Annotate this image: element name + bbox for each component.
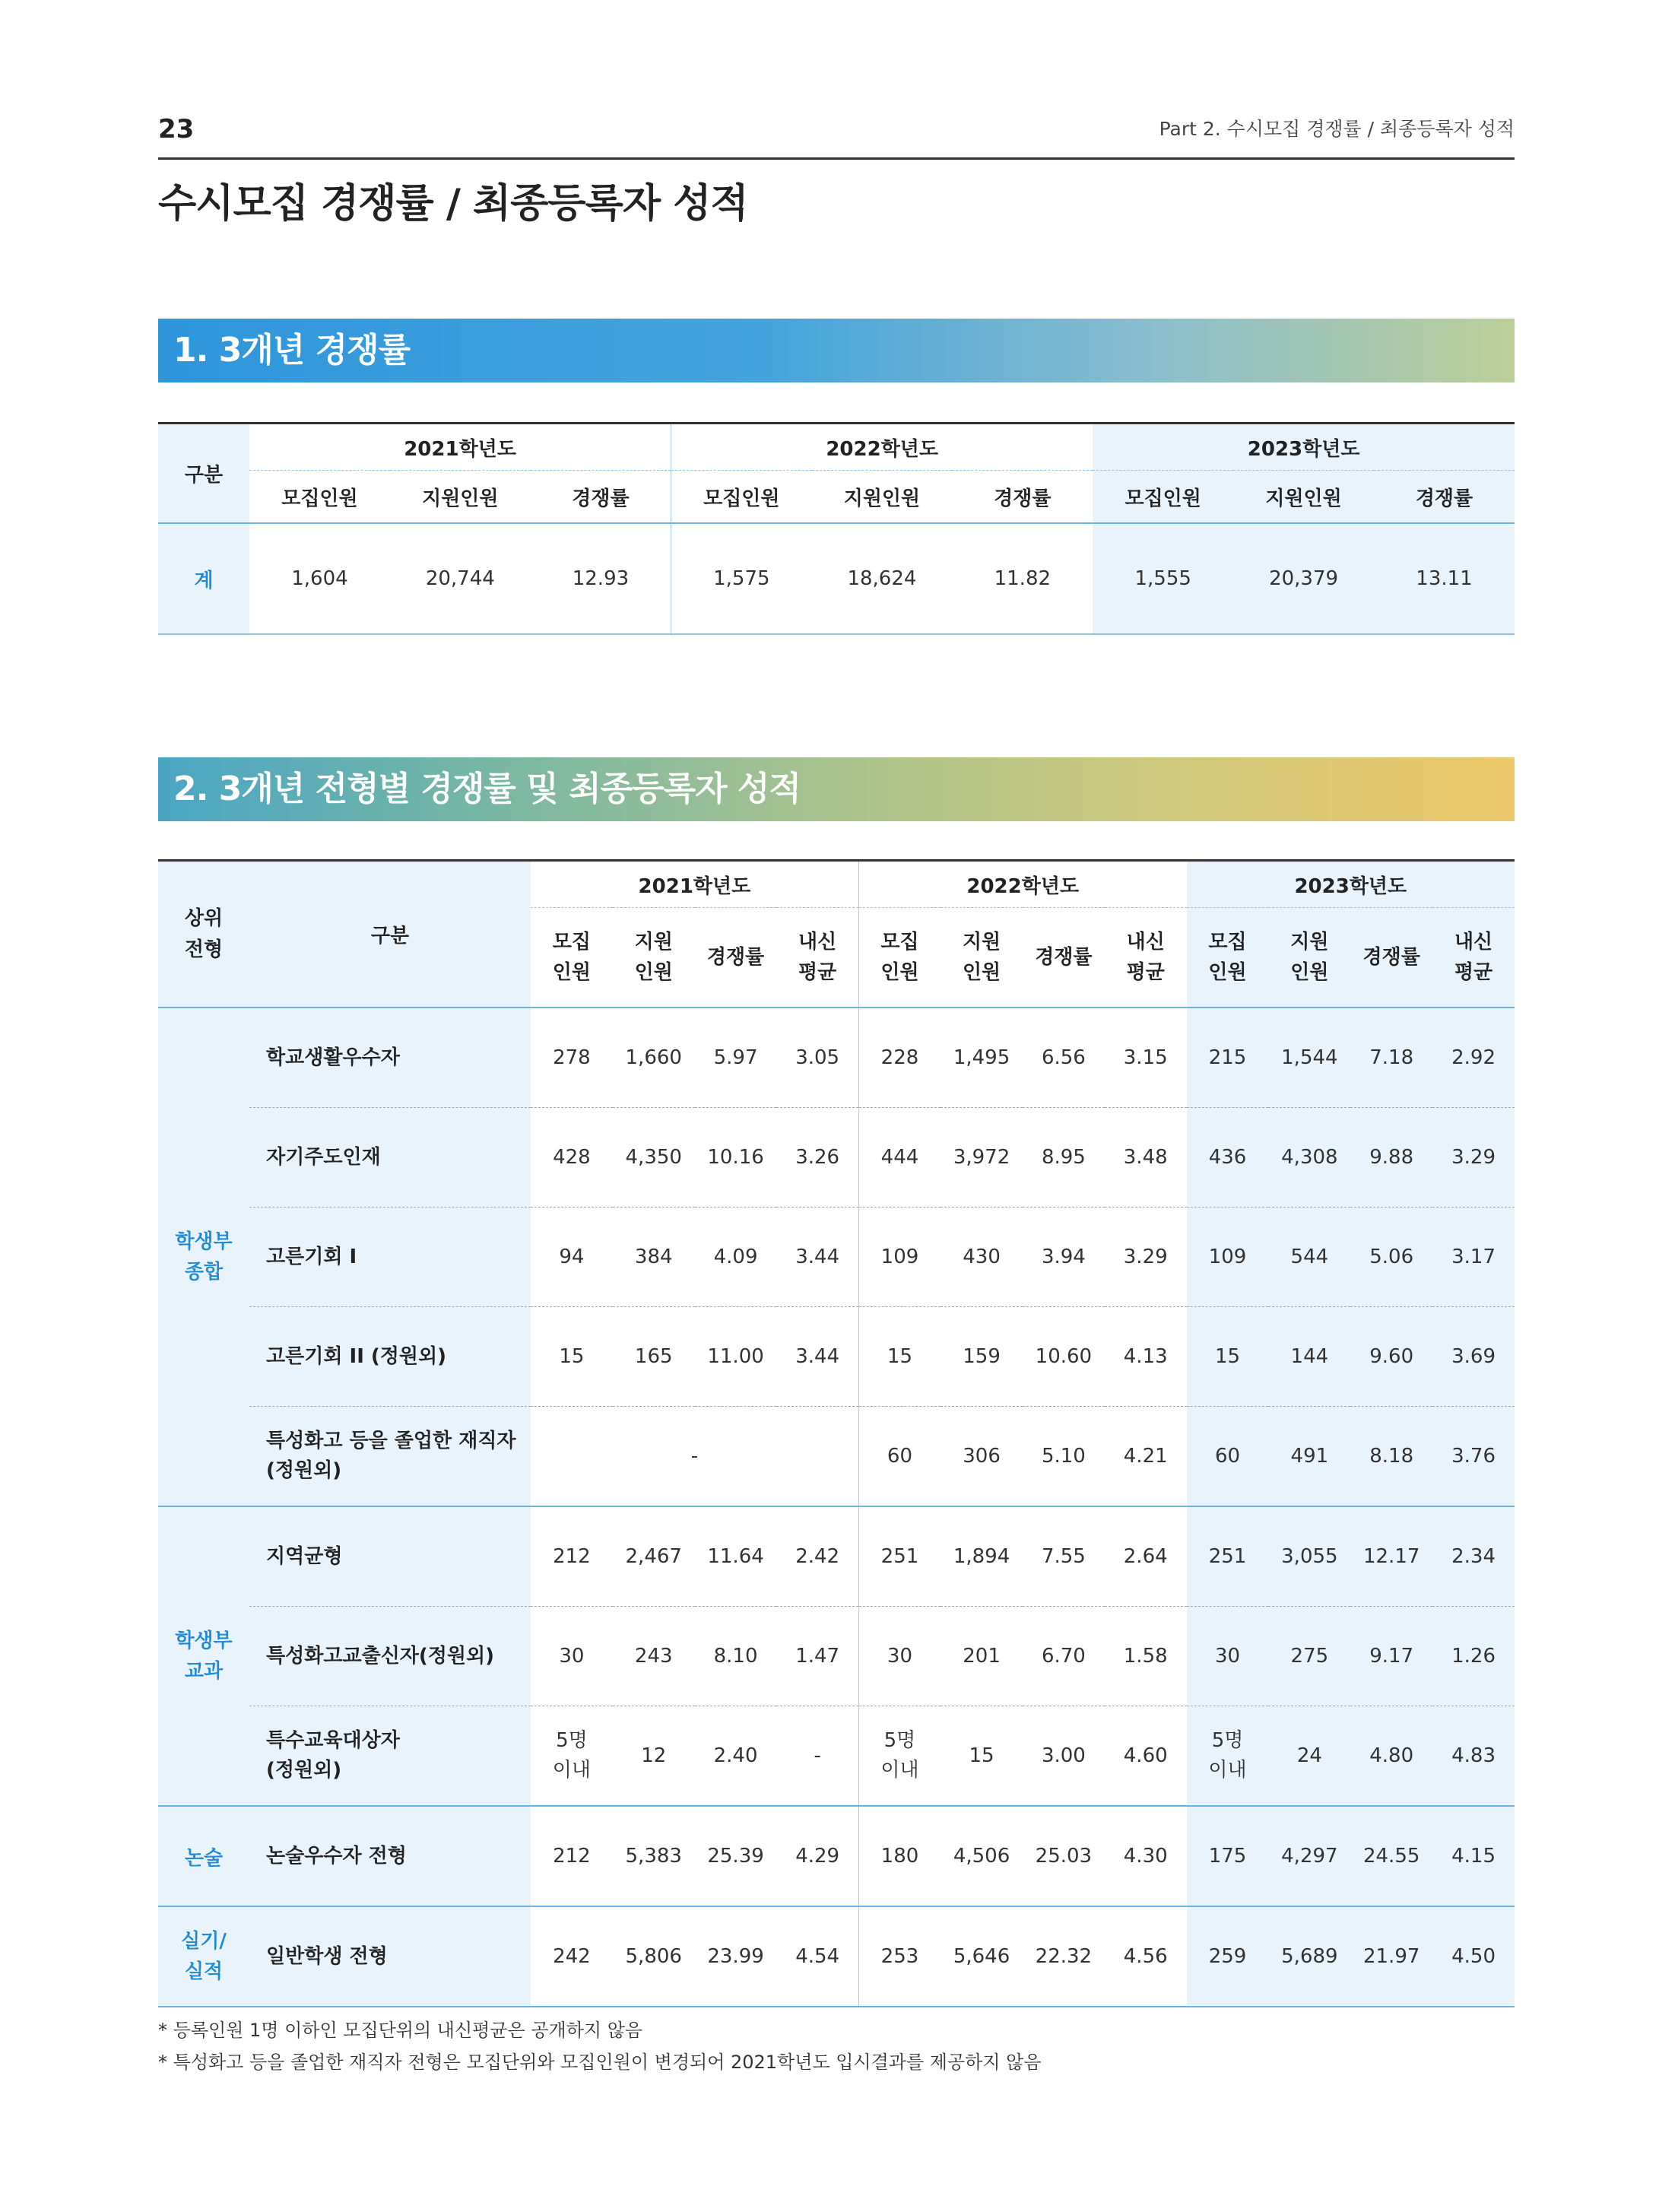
table-cell: 165 <box>613 1307 695 1407</box>
header-category: 구분 <box>158 424 249 524</box>
table-cell: 212 <box>531 1806 613 1906</box>
table-cell: 215 <box>1187 1008 1269 1108</box>
table-cell: 5,806 <box>613 1906 695 2007</box>
table-cell: 5,689 <box>1268 1906 1350 2007</box>
year-header-2021: 2021학년도 <box>249 424 671 471</box>
table-cell: 4.09 <box>695 1208 777 1307</box>
table-cell: 15 <box>941 1706 1023 1807</box>
table-cell: 4.83 <box>1432 1706 1515 1807</box>
table-cell: 6.70 <box>1023 1607 1105 1706</box>
subheader-gpa: 내신 평균 <box>776 908 858 1008</box>
subheader-applicants: 지원 인원 <box>1268 908 1350 1008</box>
table-cell: 1,555 <box>1093 523 1233 634</box>
table-cell: 251 <box>858 1506 941 1607</box>
table-cell: 22.32 <box>1023 1906 1105 2007</box>
table-cell: 7.18 <box>1350 1008 1432 1108</box>
subheader-rate: 경쟁률 <box>952 471 1093 524</box>
table-cell: 109 <box>858 1208 941 1307</box>
row-name: 특수교육대상자 (정원외) <box>249 1706 531 1807</box>
table-cell: 1.26 <box>1432 1607 1515 1706</box>
table-cell: 1,894 <box>941 1506 1023 1607</box>
table-cell: 275 <box>1268 1607 1350 1706</box>
table-cell: 180 <box>858 1806 941 1906</box>
subheader-rate: 경쟁률 <box>695 908 777 1008</box>
table-cell: 60 <box>1187 1407 1269 1507</box>
group-label-essay: 논술 <box>158 1806 249 1906</box>
year-header-2022: 2022학년도 <box>858 861 1186 908</box>
header-category: 구분 <box>249 861 531 1008</box>
year-header-2022: 2022학년도 <box>671 424 1093 471</box>
table-cell: 544 <box>1268 1208 1350 1307</box>
row-name: 지역균형 <box>249 1506 531 1607</box>
table-cell: 94 <box>531 1208 613 1307</box>
table-cell: 3.00 <box>1023 1706 1105 1807</box>
table-cell: 5명 이내 <box>1187 1706 1269 1807</box>
table-cell: 8.10 <box>695 1607 777 1706</box>
subheader-rate: 경쟁률 <box>1374 471 1515 524</box>
table-cell: 430 <box>941 1208 1023 1307</box>
table-cell: 20,744 <box>425 567 495 590</box>
table-cell: 159 <box>941 1307 1023 1407</box>
table-cell: 491 <box>1268 1407 1350 1507</box>
table-cell: 1,575 <box>671 523 812 634</box>
row-name: 일반학생 전형 <box>249 1906 531 2007</box>
table-cell: 12.93 <box>572 567 630 590</box>
table-cell: 5.06 <box>1350 1208 1432 1307</box>
subheader-rate: 경쟁률 <box>1023 908 1105 1008</box>
table-cell: 4,350 <box>613 1108 695 1208</box>
table-cell: 7.55 <box>1023 1506 1105 1607</box>
table-cell: 10.16 <box>695 1108 777 1208</box>
table-cell: 30 <box>531 1607 613 1706</box>
header-group <box>158 861 249 1008</box>
table-cell: 10.60 <box>1023 1307 1105 1407</box>
subheader-applicants: 지원인원 <box>390 471 531 524</box>
table-cell: 1.47 <box>776 1607 858 1706</box>
row-name: 고른기회 I <box>249 1208 531 1307</box>
table-cell: 25.03 <box>1023 1806 1105 1906</box>
table-cell: 3,972 <box>941 1108 1023 1208</box>
table-cell: 11.64 <box>695 1506 777 1607</box>
table-cell: 4.15 <box>1432 1806 1515 1906</box>
row-name: 학교생활우수자 <box>249 1008 531 1108</box>
group-label-practical: 실기/ 실적 <box>158 1906 249 2007</box>
subheader-quota: 모집인원 <box>671 471 812 524</box>
table-cell: 3,055 <box>1268 1506 1350 1607</box>
table-cell: 9.88 <box>1350 1108 1432 1208</box>
table-cell: 444 <box>858 1108 941 1208</box>
footnote-1: * 등록인원 1명 이하인 모집단위의 내신평균은 공개하지 않음 <box>158 2020 643 2041</box>
group-label-subject: 학생부 교과 <box>158 1506 249 1806</box>
table-cell: 25.39 <box>695 1806 777 1906</box>
table-cell: 1,495 <box>941 1008 1023 1108</box>
total-label: 계 <box>158 523 249 634</box>
table-cell: 2.92 <box>1432 1008 1515 1108</box>
table-cell: 4.56 <box>1105 1906 1187 2007</box>
table-cell: - <box>776 1706 858 1807</box>
subheader-applicants: 지원인원 <box>1233 471 1374 524</box>
page-number: 23 <box>158 114 195 144</box>
year-header-2023: 2023학년도 <box>1093 424 1515 471</box>
row-name: 자기주도인재 <box>249 1108 531 1208</box>
table-cell: 30 <box>858 1607 941 1706</box>
subheader-gpa: 내신 평균 <box>1432 908 1515 1008</box>
table-cell: 1,544 <box>1268 1008 1350 1108</box>
table-cell: 9.17 <box>1350 1607 1432 1706</box>
table-cell: 253 <box>858 1906 941 2007</box>
table-cell: 18,624 <box>847 567 917 590</box>
table-cell: 242 <box>531 1906 613 2007</box>
table-cell: 2,467 <box>613 1506 695 1607</box>
page-title: 수시모집 경쟁률 / 최종등록자 성적 <box>158 181 748 227</box>
table-cell: 175 <box>1187 1806 1269 1906</box>
table-cell: 15 <box>531 1307 613 1407</box>
table-cell: 5,383 <box>613 1806 695 1906</box>
table-cell: 21.97 <box>1350 1906 1432 2007</box>
table-cell: 5,646 <box>941 1906 1023 2007</box>
subheader-quota: 모집인원 <box>1093 471 1233 524</box>
table-cell: 4.54 <box>776 1906 858 2007</box>
table-cell: 4.30 <box>1105 1806 1187 1906</box>
table-cell-not-available: - <box>531 1407 858 1507</box>
competition-rate-table <box>158 422 1515 635</box>
subheader-quota: 모집 인원 <box>858 908 941 1008</box>
table-cell: 3.17 <box>1432 1208 1515 1307</box>
table-cell: 3.44 <box>776 1208 858 1307</box>
table-cell: 5명 이내 <box>858 1706 941 1807</box>
table-cell: 251 <box>1187 1506 1269 1607</box>
header-group-line1: 상위 <box>184 907 224 931</box>
table-cell: 144 <box>1268 1307 1350 1407</box>
table-cell: 2.40 <box>695 1706 777 1807</box>
year-header-2023: 2023학년도 <box>1187 861 1515 908</box>
table-cell: 8.18 <box>1350 1407 1432 1507</box>
section1-title: 1. 3개년 경쟁률 <box>158 319 1515 382</box>
table-cell: 2.42 <box>776 1506 858 1607</box>
subheader-quota: 모집 인원 <box>1187 908 1269 1008</box>
table-cell: 12 <box>613 1706 695 1807</box>
table-cell: 3.69 <box>1432 1307 1515 1407</box>
table-cell: 4,297 <box>1268 1806 1350 1906</box>
table-cell: 30 <box>1187 1607 1269 1706</box>
footnote-2: * 특성화고 등을 졸업한 재직자 전형은 모집단위와 모집인원이 변경되어 2021학년도 입시결과를 제공하지 않음 <box>158 2052 1042 2073</box>
table-cell: 3.26 <box>776 1108 858 1208</box>
table-cell: 3.15 <box>1105 1008 1187 1108</box>
table-cell: 228 <box>858 1008 941 1108</box>
table-cell: 24 <box>1268 1706 1350 1807</box>
table-cell: 2.34 <box>1432 1506 1515 1607</box>
header-group-line2: 전형 <box>184 938 224 961</box>
table-cell: 278 <box>531 1008 613 1108</box>
admission-type-table <box>158 859 1515 2007</box>
table-cell: 3.05 <box>776 1008 858 1108</box>
part-title: Part 2. 수시모집 경쟁률 / 최종등록자 성적 <box>1159 118 1515 140</box>
table-cell: 428 <box>531 1108 613 1208</box>
table-cell: 5명 이내 <box>531 1706 613 1807</box>
subheader-applicants: 지원인원 <box>812 471 953 524</box>
table-cell: 2.64 <box>1105 1506 1187 1607</box>
table-cell: 12.17 <box>1350 1506 1432 1607</box>
subheader-applicants: 지원 인원 <box>941 908 1023 1008</box>
subheader-quota: 모집인원 <box>249 471 390 524</box>
table-cell: 23.99 <box>695 1906 777 2007</box>
table-cell: 1,604 <box>291 567 348 590</box>
header-divider <box>158 157 1515 160</box>
subheader-applicants: 지원 인원 <box>613 908 695 1008</box>
table-cell: 109 <box>1187 1208 1269 1307</box>
table-cell: 5.10 <box>1023 1407 1105 1507</box>
subheader-quota: 모집 인원 <box>531 908 613 1008</box>
table-cell: 3.94 <box>1023 1208 1105 1307</box>
table-cell: 4.13 <box>1105 1307 1187 1407</box>
table-cell: 20,379 <box>1233 523 1374 634</box>
subheader-gpa: 내신 평균 <box>1105 908 1187 1008</box>
table-cell: 1,660 <box>613 1008 695 1108</box>
table-cell: 11.82 <box>994 567 1052 590</box>
table-cell: 4.50 <box>1432 1906 1515 2007</box>
table-cell: 4.21 <box>1105 1407 1187 1507</box>
table-cell: 1.58 <box>1105 1607 1187 1706</box>
table-cell: 212 <box>531 1506 613 1607</box>
table-cell: 60 <box>858 1407 941 1507</box>
table-cell: 15 <box>1187 1307 1269 1407</box>
year-header-2021: 2021학년도 <box>531 861 858 908</box>
table-cell: 3.76 <box>1432 1407 1515 1507</box>
table-cell: 4,308 <box>1268 1108 1350 1208</box>
row-name: 특성화고 등을 졸업한 재직자 (정원외) <box>249 1407 531 1507</box>
table-cell: 3.29 <box>1432 1108 1515 1208</box>
table-cell: 4,506 <box>941 1806 1023 1906</box>
table-cell: 24.55 <box>1350 1806 1432 1906</box>
subheader-rate: 경쟁률 <box>531 471 671 524</box>
table-cell: 201 <box>941 1607 1023 1706</box>
table-cell: 3.48 <box>1105 1108 1187 1208</box>
table-cell: 384 <box>613 1208 695 1307</box>
table-cell: 436 <box>1187 1108 1269 1208</box>
table-cell: 4.60 <box>1105 1706 1187 1807</box>
table-cell: 9.60 <box>1350 1307 1432 1407</box>
group-label-comprehensive: 학생부 종합 <box>158 1008 249 1506</box>
section2-title: 2. 3개년 전형별 경쟁률 및 최종등록자 성적 <box>158 757 1515 821</box>
row-name: 특성화고교출신자(정원외) <box>249 1607 531 1706</box>
table-cell: 13.11 <box>1374 523 1515 634</box>
subheader-rate: 경쟁률 <box>1350 908 1432 1008</box>
table-cell: 243 <box>613 1607 695 1706</box>
table-cell: 3.44 <box>776 1307 858 1407</box>
table-cell: 3.29 <box>1105 1208 1187 1307</box>
table-cell: 15 <box>858 1307 941 1407</box>
table-cell: 6.56 <box>1023 1008 1105 1108</box>
table-cell: 4.80 <box>1350 1706 1432 1807</box>
table-cell: 259 <box>1187 1906 1269 2007</box>
table-cell: 11.00 <box>695 1307 777 1407</box>
row-name: 고른기회 II (정원외) <box>249 1307 531 1407</box>
table-cell: 5.97 <box>695 1008 777 1108</box>
table-cell: 4.29 <box>776 1806 858 1906</box>
table-cell: 306 <box>941 1407 1023 1507</box>
row-name: 논술우수자 전형 <box>249 1806 531 1906</box>
table-cell: 8.95 <box>1023 1108 1105 1208</box>
